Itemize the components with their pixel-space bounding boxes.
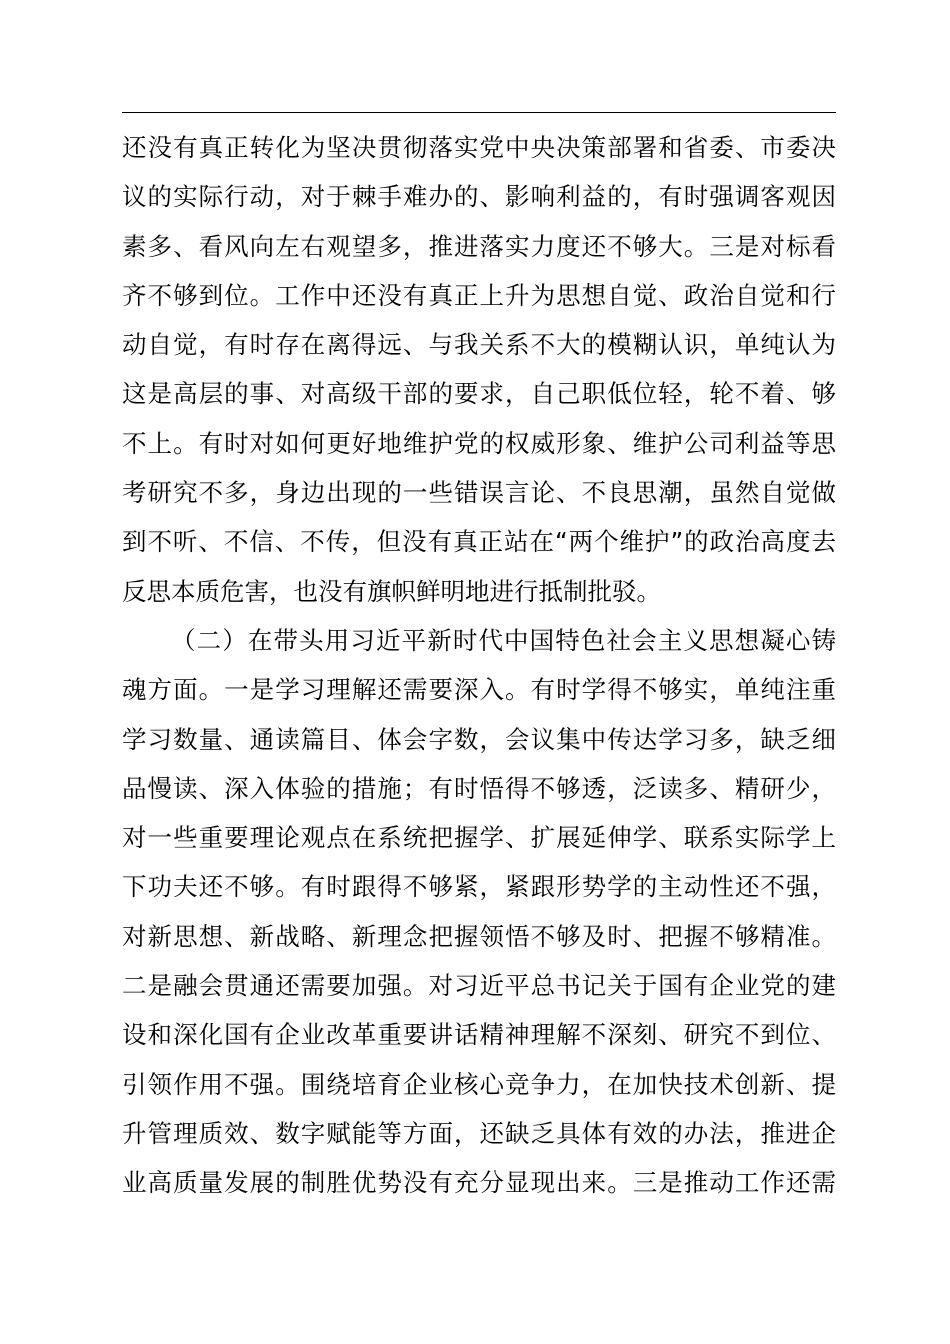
section-heading-line: （二）在带头用习近平新时代中国特色社会主义思想凝心铸 [171, 625, 836, 655]
text-line: 这是高层的事、对高级干部的要求，自己职低位轻，轮不着、够 [122, 379, 836, 409]
text-line: 还没有真正转化为坚决贯彻落实党中央决策部署和省委、市委决 [122, 133, 836, 162]
header-rule [122, 112, 836, 113]
paragraph-end-line: 反思本质危害，也没有旗帜鲜明地进行抵制批驳。 [122, 576, 661, 606]
text-line: 对新思想、新战略、新理念把握领悟不够及时、把握不够精准。 [122, 921, 836, 951]
text-line: 对一些重要理论观点在系统把握学、扩展延伸学、联系实际学上 [122, 823, 836, 853]
body-text [122, 123, 836, 1208]
text-line: 引领作用不强。围绕培育企业核心竞争力，在加快技术创新、提 [122, 1069, 836, 1099]
text-line: 不上。有时对如何更好地维护党的权威形象、维护公司利益等思 [122, 428, 836, 458]
text-line: 动自觉，有时存在离得远、与我关系不大的模糊认识，单纯认为 [122, 330, 836, 360]
text-line: 齐不够到位。工作中还没有真正上升为思想自觉、政治自觉和行 [122, 280, 836, 310]
text-line: 业高质量发展的制胜优势没有充分显现出来。三是推动工作还需 [122, 1168, 836, 1198]
text-line: 品慢读、深入体验的措施；有时悟得不够透，泛读多、精研少， [122, 773, 836, 803]
text-line: 素多、看风向左右观望多，推进落实力度还不够大。三是对标看 [122, 231, 836, 261]
text-line: 议的实际行动，对于棘手难办的、影响利益的，有时强调客观因 [122, 182, 836, 212]
text-line: 魂方面。一是学习理解还需要深入。有时学得不够实，单纯注重 [122, 675, 836, 705]
text-line: 下功夫还不够。有时跟得不够紧，紧跟形势学的主动性还不强， [122, 872, 836, 902]
text-line: 二是融会贯通还需要加强。对习近平总书记关于国有企业党的建 [122, 971, 836, 1001]
text-line: 设和深化国有企业改革重要讲话精神理解不深刻、研究不到位、 [122, 1020, 836, 1050]
text-line: 升管理质效、数字赋能等方面，还缺乏具体有效的办法，推进企 [122, 1118, 836, 1148]
text-line: 学习数量、通读篇目、体会字数，会议集中传达学习多，缺乏细 [122, 724, 836, 754]
text-line: 到不听、不信、不传，但没有真正站在“两个维护”的政治高度去 [122, 527, 836, 557]
text-line: 考研究不多，身边出现的一些错误言论、不良思潮，虽然自觉做 [122, 478, 836, 508]
